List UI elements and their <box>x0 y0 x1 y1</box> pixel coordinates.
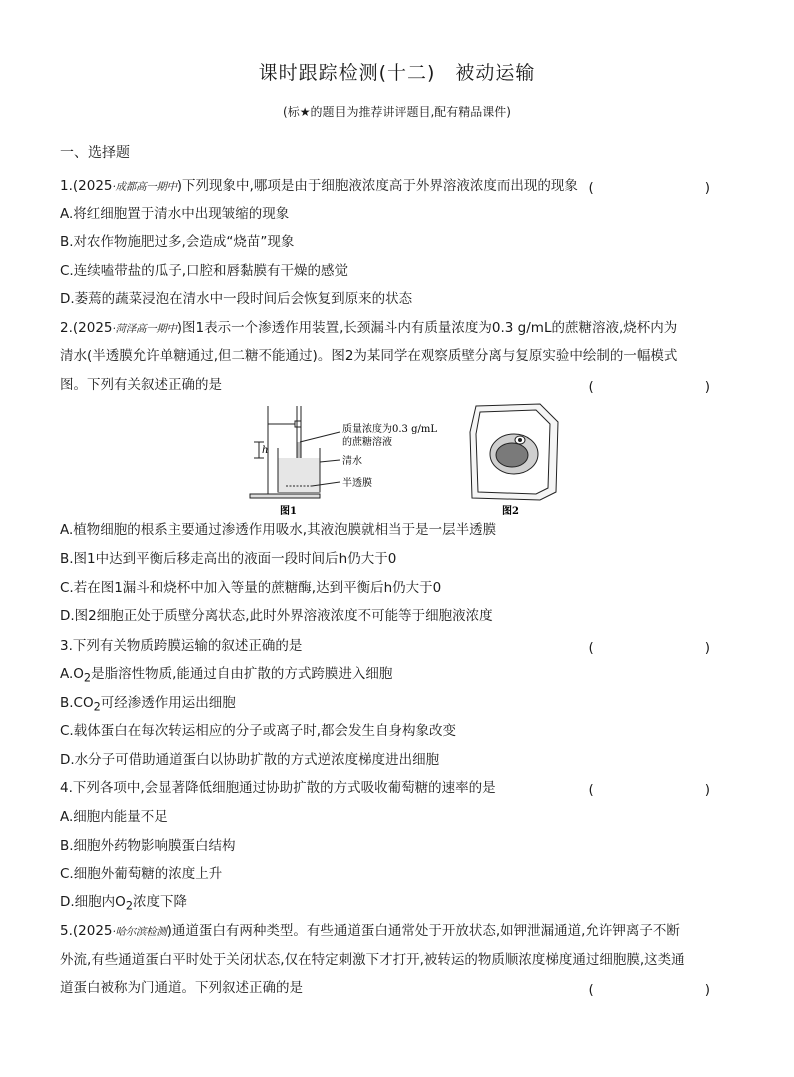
q2-option-a: A.植物细胞的根系主要通过渗透作用吸水,其液泡膜就相当于是一层半透膜 <box>60 522 497 538</box>
q1-option-b: B.对农作物施肥过多,会造成“烧苗”现象 <box>60 234 295 250</box>
q1-option-c: C.连续嗑带盐的瓜子,口腔和唇黏膜有干燥的感觉 <box>60 263 349 279</box>
q3-option-c: C.载体蛋白在每次转运相应的分子或离子时,都会发生自身构象改变 <box>60 723 457 739</box>
question-source: ·成都高一期中 <box>112 181 177 193</box>
q3-option-b: $B.CO_2$可经渗透作用运出细胞 <box>60 695 236 714</box>
answer-blank: ( ) <box>588 982 738 998</box>
page-subtitle: (标★的题目为推荐讲评题目,配有精品课件) <box>283 105 511 119</box>
answer-blank: ( ) <box>588 640 738 656</box>
question-1-stem <box>60 176 578 197</box>
question-5-stem-line-1 <box>60 921 680 942</box>
question-text: )下列现象中,哪项是由于细胞液浓度高于外界溶液浓度而出现的现象 <box>176 178 578 194</box>
question-text: )通道蛋白有两种类型。有些通道蛋白通常处于开放状态,如钾泄漏通道,允许钾离子不断 <box>166 923 680 939</box>
question-2-stem-line-1 <box>60 318 677 339</box>
question-2-stem-line-3: 图。下列有关叙述正确的是 <box>60 377 222 393</box>
question-5-stem-line-2: 外流,有些通道蛋白平时处于关闭状态,仅在特定刺激下才打开,被转运的物质顺浓度梯度通过细胞膜,这类通 <box>60 952 685 968</box>
question-5-stem-line-3: 道蛋白被称为门通道。下列叙述正确的是 <box>60 980 303 996</box>
sucrose-label-2: 的蔗糖溶液 <box>342 437 392 448</box>
q4-option-d: D.细胞内$O_2$浓度下降 <box>60 894 187 913</box>
q3-option-a: $A.O_2$是脂溶性物质,能通过自由扩散的方式跨膜进入细胞 <box>60 666 393 685</box>
figure-2-caption: 图2 <box>502 506 519 517</box>
q4-option-a: A.细胞内能量不足 <box>60 809 168 825</box>
q4-option-c: C.细胞外葡萄糖的浓度上升 <box>60 866 223 882</box>
height-label: h <box>262 445 269 456</box>
question-text: )图1表示一个渗透作用装置,长颈漏斗内有质量浓度为0.3 g/mL的蔗糖溶液,烧杯内为 <box>176 320 678 336</box>
q1-option-d: D.萎蔫的蔬菜浸泡在清水中一段时间后会恢复到原来的状态 <box>60 291 413 307</box>
q2-option-d: D.图2细胞正处于质壁分离状态,此时外界溶液浓度不可能等于细胞液浓度 <box>60 608 493 624</box>
q2-option-b: B.图1中达到平衡后移走高出的液面一段时间后h仍大于0 <box>60 551 397 567</box>
question-3-stem: 3.下列有关物质跨膜运输的叙述正确的是 <box>60 638 303 654</box>
question-2-stem-line-2: 清水(半透膜允许单糖通过,但二糖不能通过)。图2为某同学在观察质壁分离与复原实验中绘制的一幅模式 <box>60 348 678 364</box>
osmosis-figure <box>240 402 560 520</box>
answer-blank: ( ) <box>588 782 738 798</box>
figure-1-caption: 图1 <box>280 506 297 517</box>
water-label: 清水 <box>342 456 362 467</box>
sucrose-label-1: 质量浓度为0.3 g/mL <box>342 424 437 435</box>
page-title: 课时跟踪检测(十二) 被动运输 <box>258 62 536 84</box>
q3-option-d: D.水分子可借助通道蛋白以协助扩散的方式逆浓度梯度进出细胞 <box>60 752 440 768</box>
question-source: ·菏泽高一期中 <box>112 323 177 335</box>
question-4-stem: 4.下列各项中,会显著降低细胞通过协助扩散的方式吸收葡萄糖的速率的是 <box>60 780 496 796</box>
figure-2-plant-cell <box>470 404 558 500</box>
section-heading: 一、选择题 <box>60 145 130 161</box>
question-number: 1.(2025 <box>60 178 113 194</box>
question-number: 5.(2025 <box>60 923 113 939</box>
answer-blank: ( ) <box>588 180 738 196</box>
membrane-label: 半透膜 <box>342 478 372 489</box>
question-source: ·哈尔滨检测 <box>112 926 167 938</box>
q2-option-c: C.若在图1漏斗和烧杯中加入等量的蔗糖酶,达到平衡后h仍大于0 <box>60 580 442 596</box>
q1-option-a: A.将红细胞置于清水中出现皱缩的现象 <box>60 206 290 222</box>
question-number: 2.(2025 <box>60 320 113 336</box>
q4-option-b: B.细胞外药物影响膜蛋白结构 <box>60 838 236 854</box>
answer-blank: ( ) <box>588 379 738 395</box>
